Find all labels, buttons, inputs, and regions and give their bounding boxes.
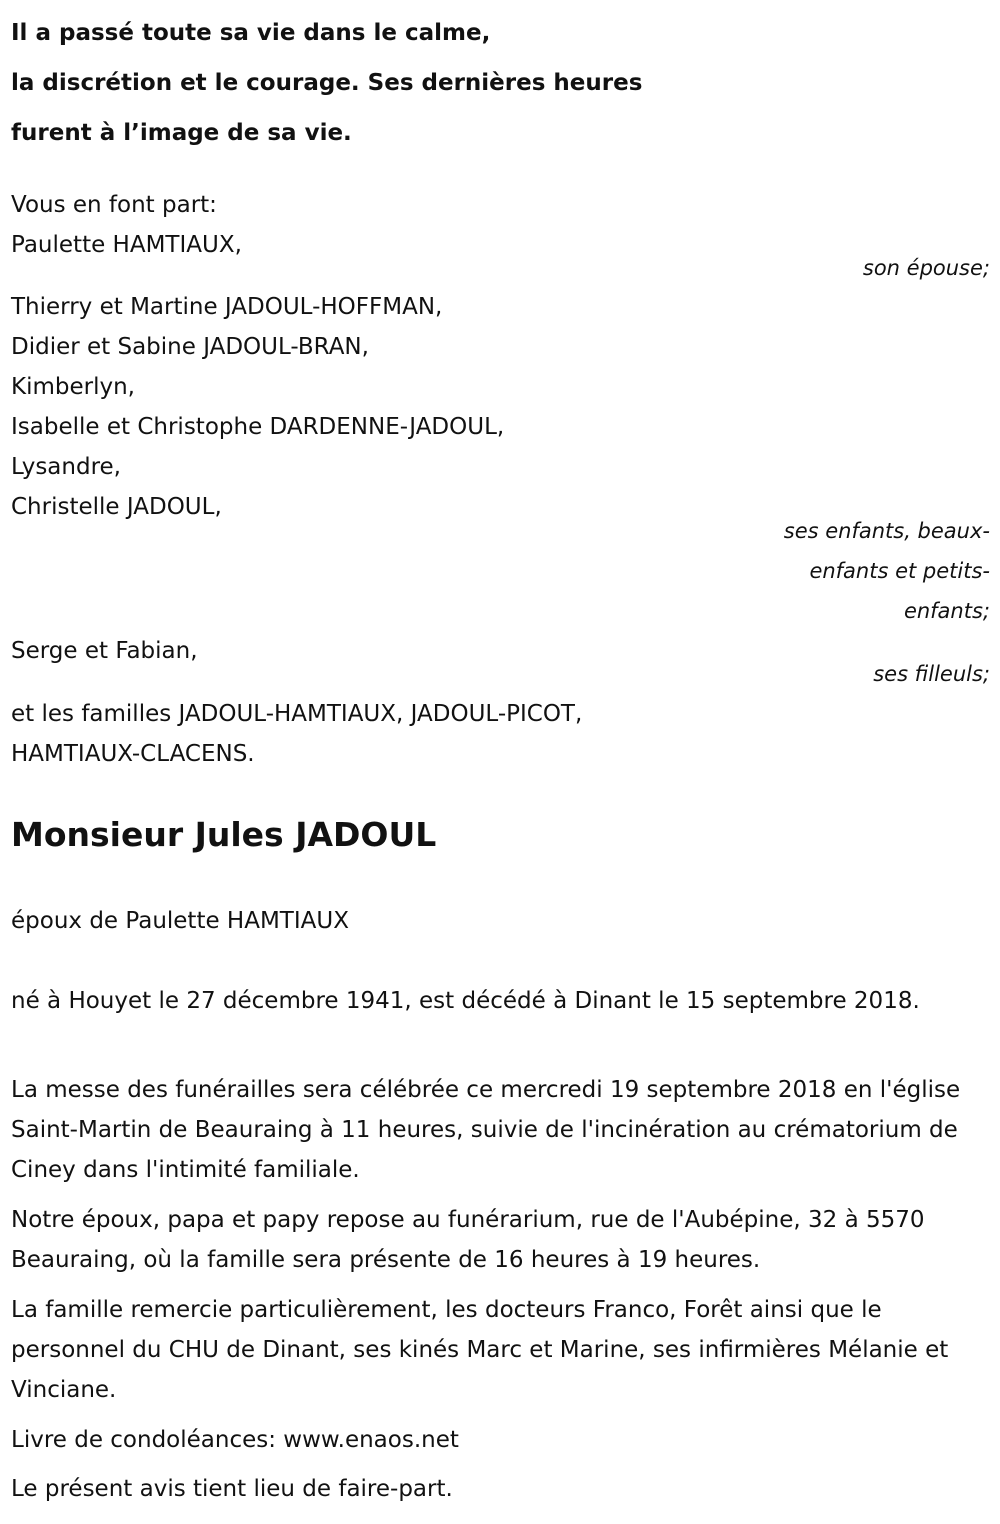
birth-death-paragraph: né à Houyet le 27 décembre 1941, est décédé à Dinant le 15 septembre 2018. [11, 988, 920, 1014]
repose-paragraph: Notre époux, papa et papy repose au funérarium, rue de l'Aubépine, 32 à 5570 Beauraing, où la famille sera présente de 16 heures à 19 heures. [11, 1207, 925, 1273]
intro-line: la discrétion et le courage. Ses dernières heures [11, 70, 643, 96]
godchildren-name: Serge et Fabian, [11, 638, 198, 664]
children-role: ses enfants, beaux- [783, 519, 990, 543]
families-line: HAMTIAUX-CLACENS. [11, 741, 255, 767]
spouse-role: son épouse; [862, 256, 990, 280]
thanks-paragraph: La famille remercie particulièrement, les docteurs Franco, Forêt ainsi que le personnel du CHU de Dinant, ses kinés Marc et Marine, ses infirmières Mélanie et Vinciane. [11, 1297, 949, 1403]
deceased-name: Monsieur Jules JADOUL [11, 815, 437, 854]
child-name: Didier et Sabine JADOUL-BRAN, [11, 334, 369, 360]
child-name: Thierry et Martine JADOUL-HOFFMAN, [11, 294, 443, 320]
godchildren-role: ses filleuls; [873, 662, 990, 686]
intro-line: furent à l’image de sa vie. [11, 120, 352, 146]
child-name: Lysandre, [11, 454, 121, 480]
child-name: Isabelle et Christophe DARDENNE-JADOUL, [11, 414, 505, 440]
child-name: Kimberlyn, [11, 374, 135, 400]
funeral-paragraph: La messe des funérailles sera célébrée ce mercredi 19 septembre 2018 en l'église Saint-Martin de Beauraing à 11 heures, suivie de l'incinération au crématorium de Ciney dans l'intimité familiale. [11, 1077, 961, 1183]
children-role: enfants et petits- [809, 559, 990, 583]
children-role: enfants; [903, 599, 990, 623]
families-line: et les familles JADOUL-HAMTIAUX, JADOUL-PICOT, [11, 701, 583, 727]
child-name: Christelle JADOUL, [11, 494, 222, 520]
notice-line: Le présent avis tient lieu de faire-part. [11, 1476, 453, 1502]
deceased-spouse-line: époux de Paulette HAMTIAUX [11, 908, 349, 934]
intro-line: Il a passé toute sa vie dans le calme, [11, 20, 491, 46]
announcement-lead: Vous en font part: [11, 192, 217, 218]
intro-quote [11, 8, 642, 158]
condolences-line: Livre de condoléances: www.enaos.net [11, 1427, 459, 1453]
spouse-name: Paulette HAMTIAUX, [11, 232, 242, 258]
